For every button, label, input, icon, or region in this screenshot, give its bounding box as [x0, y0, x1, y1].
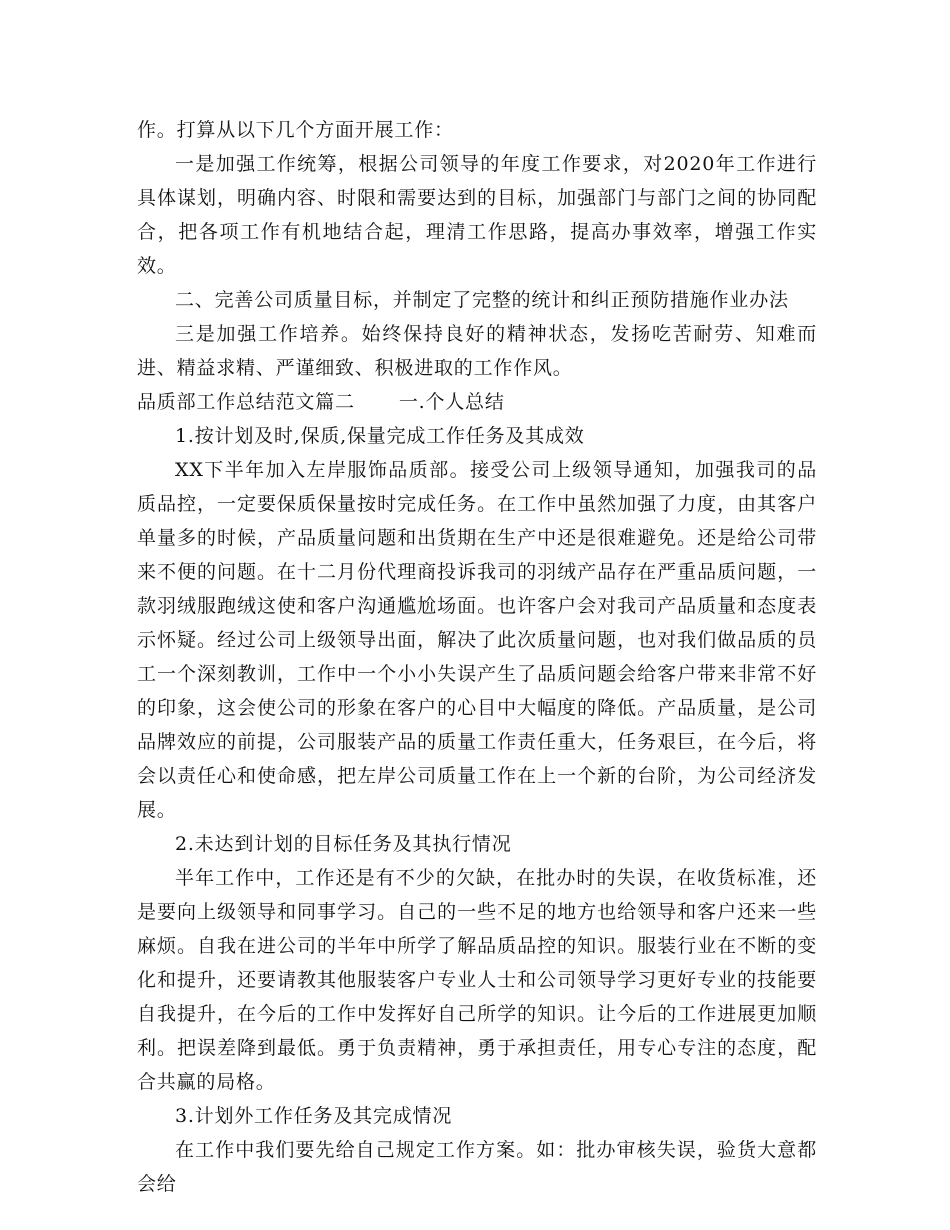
- paragraph-continuation: 作。打算从以下几个方面开展工作：: [137, 119, 454, 141]
- section-heading: [137, 385, 817, 419]
- section-subtitle: 一.个人总结: [398, 391, 505, 413]
- paragraph-work-coordination: 一是加强工作统筹，根据公司领导的年度工作要求，对2020年工作进行具体谋划，明确内容、时限和需要达到的目标，加强部门与部门之间的协同配合，把各项工作有机地结合起，理清工作思路，提高办事效率，增强工作实效。: [137, 153, 817, 277]
- item-heading-2: 2.未达到计划的目标任务及其执行情况: [175, 833, 512, 855]
- paragraph-item-3: 在工作中我们要先给自己规定工作方案。如：批办审核失误，验货大意都会给: [137, 1139, 817, 1195]
- item-heading-1: 1.按计划及时,保质,保量完成工作任务及其成效: [175, 425, 585, 447]
- paragraph-work-training: 三是加强工作培养。始终保持良好的精神状态，发扬吃苦耐劳、知难而进、精益求精、严谨细致、积极进取的工作作风。: [137, 323, 817, 379]
- paragraph-item-1: XX下半年加入左岸服饰品质部。接受公司上级领导通知，加强我司的品质品控，一定要保质保量按时完成任务。在工作中虽然加强了力度，由其客户单量多的时候，产品质量问题和出货期在生产中还是很难避免。还是给公司带来不便的问题。在十二月份代理商投诉我司的羽绒产品存在严重品质问题，一款羽绒服跑绒这使和客户沟通尴尬场面。也许客户会对我司产品质量和态度表示怀疑。经过公司上级领导出面，解决了此次质量问题，也对我们做品质的员工一个深刻教训，工作中一个小小失误产生了品质问题会给客户带来非常不好的印象，这会使公司的形象在客户的心目中大幅度的降低。产品质量，是公司品牌效应的前提，公司服装产品的质量工作责任重大，任务艰巨，在今后，将会以责任心和使命感，把左岸公司质量工作在上一个新的台阶，为公司经济发展。: [137, 459, 817, 821]
- item-heading-3: 3.计划外工作任务及其完成情况: [175, 1105, 453, 1127]
- paragraph-quality-targets: 二、完善公司质量目标，并制定了完整的统计和纠正预防措施作业办法: [175, 289, 789, 311]
- paragraph-item-2: 半年工作中，工作还是有不少的欠缺，在批办时的失误，在收货标准，还是要向上级领导和同事学习。自己的一些不足的地方也给领导和客户还来一些麻烦。自我在进公司的半年中所学了解品质品控的知识。服装行业在不断的变化和提升，还要请教其他服装客户专业人士和公司领导学习更好专业的技能要自我提升，在今后的工作中发挥好自己所学的知识。让今后的工作进展更加顺利。把误差降到最低。勇于负责精神，勇于承担责任，用专心专注的态度，配合共赢的局格。: [137, 867, 817, 1093]
- section-title: 品质部工作总结范文篇二: [137, 391, 355, 413]
- document-page: [137, 113, 817, 1201]
